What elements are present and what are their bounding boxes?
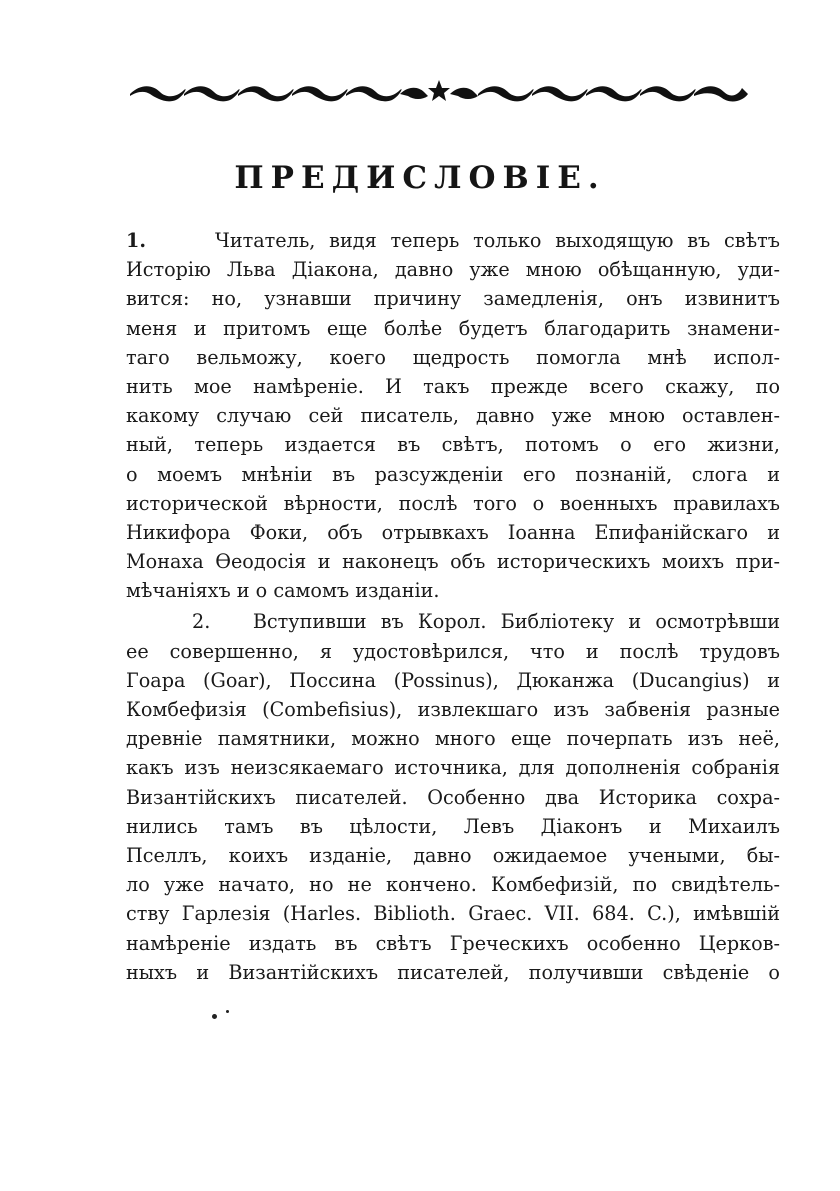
text-line: вится: но, узнавши причину замедленія, онъ извинитъ bbox=[126, 287, 780, 311]
text-line: Пселлъ, коихъ изданіе, давно ожидаемое учеными, бы- bbox=[126, 843, 780, 867]
text-line: ный, теперь издается въ свѣтъ, потомъ о его жизни, bbox=[126, 433, 780, 457]
paragraph-1 bbox=[126, 226, 780, 605]
body-text bbox=[126, 226, 780, 987]
ink-speck bbox=[226, 1010, 229, 1013]
paragraph-number: 2. bbox=[192, 610, 211, 634]
text-line: о моемъ мнѣніи въ разсужденіи его познаній, слога и bbox=[126, 462, 780, 486]
text-line: нить мое намѣреніе. И такъ прежде всего скажу, по bbox=[126, 374, 780, 398]
text-line: мѣчаніяхъ и о самомъ изданіи. bbox=[126, 579, 440, 603]
text-line: таго вельможу, коего щедрость помогла мнѣ испол- bbox=[126, 345, 780, 369]
paragraph-number: 1. bbox=[126, 229, 147, 252]
text-line: исторической вѣрности, послѣ того о военныхъ правилахъ bbox=[126, 491, 780, 515]
text-line: Монаха Өеодосія и наконецъ объ историческихъ моихъ при- bbox=[126, 550, 780, 574]
text-line: ныхъ и Византійскихъ писателей, получивши свѣденіе о bbox=[126, 960, 780, 984]
text-line: какъ изъ неизсякаемаго источника, для дополненія собранія bbox=[126, 756, 780, 780]
page-title: ПРЕДИСЛОВІЕ. bbox=[234, 160, 606, 196]
text-line: ее совершенно, я удостовѣрился, что и послѣ трудовъ bbox=[126, 639, 780, 663]
ink-speck bbox=[212, 1014, 217, 1019]
text-line: нились тамъ въ цѣлости, Левъ Діаконъ и Михаилъ bbox=[126, 814, 780, 838]
text-line: ло уже начато, но не кончено. Комбефизій, по свидѣтель- bbox=[126, 873, 780, 897]
text-line: Исторію Льва Діакона, давно уже мною обѣщанную, уди- bbox=[126, 258, 780, 282]
text-line: меня и притомъ еще болѣе будетъ благодарить знамени- bbox=[126, 316, 780, 340]
text-line: какому случаю сей писатель, давно уже мною оставлен- bbox=[126, 404, 780, 428]
text-line: Никифора Фоки, объ отрывкахъ Іоанна Епифанійскаго и bbox=[126, 520, 780, 544]
text-line: Византійскихъ писателей. Особенно два Историка сохра- bbox=[126, 785, 780, 809]
text-line: древніе памятники, можно много еще почерпать изъ неё, bbox=[126, 727, 780, 751]
text-line: Гоара (Goar), Поссина (Possinus), Дюканжа (Ducangius) и bbox=[126, 668, 780, 692]
text-line: ству Гарлезія (Harles. Biblioth. Graec. VII. 684. C.), имѣвшій bbox=[126, 902, 780, 926]
text-line: 1. Читатель, видя теперь только выходящую въ свѣтъ bbox=[126, 229, 780, 252]
text-line: намѣреніе издать въ свѣтъ Греческихъ особенно Церков- bbox=[126, 931, 780, 955]
text-line: Комбефизія (Combefisius), извлекшаго изъ забвенія разные bbox=[126, 698, 780, 721]
paragraph-2 bbox=[126, 607, 780, 986]
text-line: 2. Вступивши въ Корол. Библіотеку и осмотрѣвши bbox=[192, 610, 780, 634]
decorative-wave-rule-icon bbox=[126, 74, 752, 108]
